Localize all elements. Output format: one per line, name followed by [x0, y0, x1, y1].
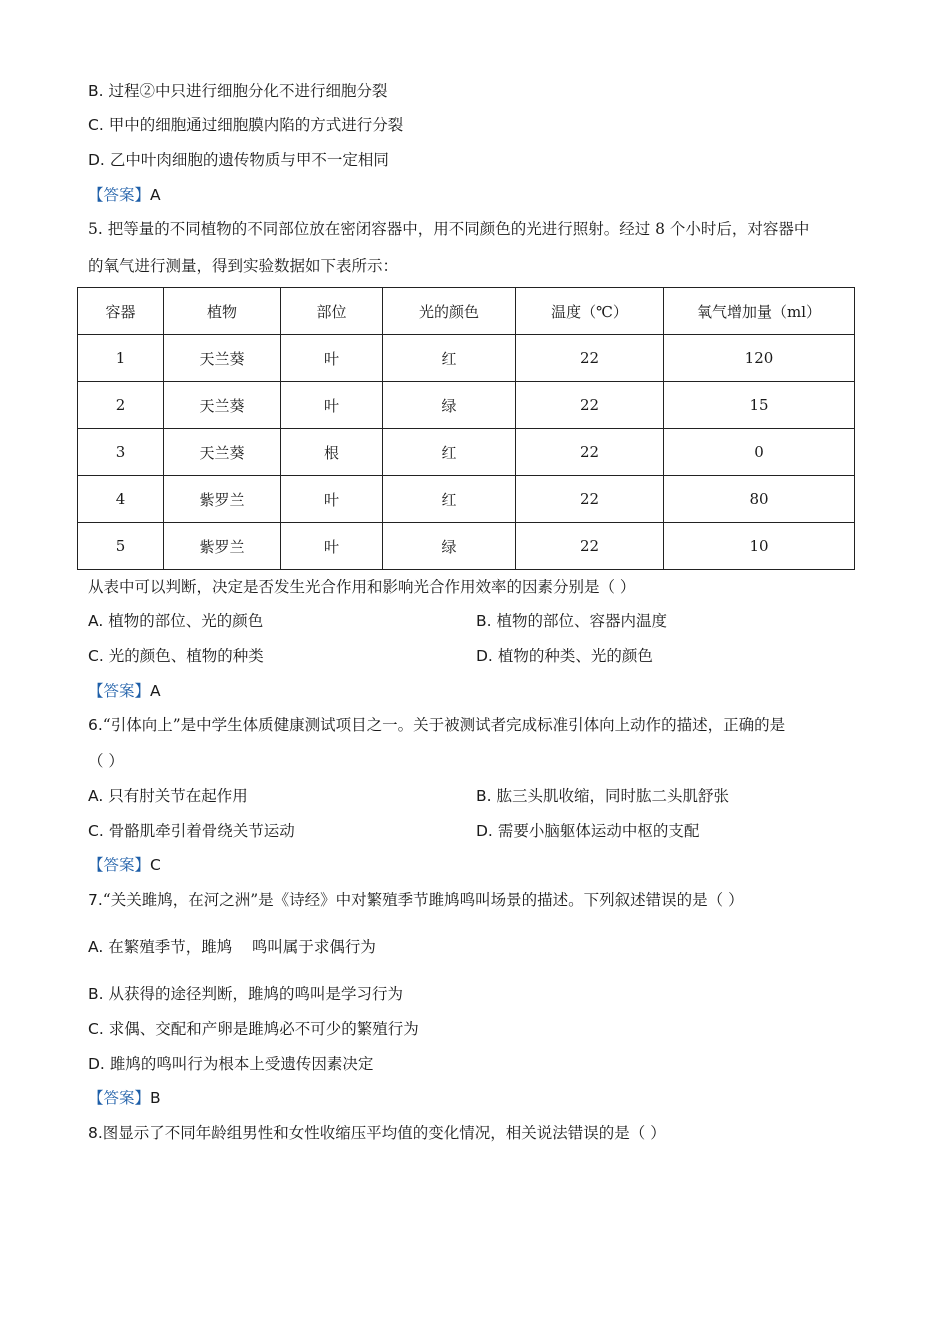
table-cell: 120 — [664, 335, 855, 382]
q5-stem-line2: 的氧气进行测量，得到实验数据如下表所示： — [88, 257, 399, 275]
table-row — [78, 382, 855, 429]
q5-option-a: A. 植物的部位、光的颜色 — [88, 612, 264, 630]
table-header-cell: 光的颜色 — [383, 288, 516, 335]
q6-option-a: A. 只有肘关节在起作用 — [88, 787, 248, 805]
table-cell: 22 — [516, 476, 664, 523]
table-cell: 15 — [664, 382, 855, 429]
table-header-cell: 容器 — [78, 288, 164, 335]
table-cell: 红 — [383, 429, 516, 476]
table-cell: 3 — [78, 429, 164, 476]
table-cell: 紫罗兰 — [164, 476, 281, 523]
q6-option-c: C. 骨骼肌牵引着骨绕关节运动 — [88, 822, 295, 840]
table-cell: 4 — [78, 476, 164, 523]
table-cell: 叶 — [281, 476, 383, 523]
table-cell: 2 — [78, 382, 164, 429]
table-cell: 22 — [516, 429, 664, 476]
table-header-cell: 植物 — [164, 288, 281, 335]
q7-stem: 7.“关关雎鸠，在河之洲”是《诗经》中对繁殖季节雎鸠鸣叫场景的描述。下列叙述错误的是（ ） — [88, 891, 744, 909]
table-cell: 80 — [664, 476, 855, 523]
q7-option-c: C. 求偶、交配和产卵是雎鸠必不可少的繁殖行为 — [88, 1020, 419, 1038]
table-cell: 0 — [664, 429, 855, 476]
table-cell: 绿 — [383, 523, 516, 570]
table-cell: 10 — [664, 523, 855, 570]
table-cell: 绿 — [383, 382, 516, 429]
table-cell: 天兰葵 — [164, 335, 281, 382]
q6-stem-line1: 6.“引体向上”是中学生体质健康测试项目之一。关于被测试者完成标准引体向上动作的描述，正确的是 — [88, 716, 786, 734]
q7-option-a: A. 在繁殖季节，雎鸠 鸣叫属于求偶行为 — [88, 938, 376, 956]
table-row — [78, 476, 855, 523]
table-cell: 红 — [383, 476, 516, 523]
q5-option-c: C. 光的颜色、植物的种类 — [88, 647, 264, 665]
table-header-cell: 部位 — [281, 288, 383, 335]
q8-stem: 8.图显示了不同年龄组男性和女性收缩压平均值的变化情况，相关说法错误的是（ ） — [88, 1124, 666, 1142]
q4-option-c: C. 甲中的细胞通过细胞膜内陷的方式进行分裂 — [88, 116, 404, 134]
table-header-cell: 温度（℃） — [516, 288, 664, 335]
table-row — [78, 335, 855, 382]
q7-option-d: D. 雎鸠的鸣叫行为根本上受遗传因素决定 — [88, 1055, 374, 1073]
table-cell: 5 — [78, 523, 164, 570]
table-cell: 叶 — [281, 382, 383, 429]
q4-option-b: B. 过程②中只进行细胞分化不进行细胞分裂 — [88, 82, 388, 100]
table-cell: 22 — [516, 335, 664, 382]
q5-answer: 【答案】A — [88, 682, 161, 700]
q6-stem-line2: （ ） — [88, 752, 124, 770]
table-cell: 天兰葵 — [164, 382, 281, 429]
q5-stem-line1: 5. 把等量的不同植物的不同部位放在密闭容器中，用不同颜色的光进行照射。经过 8 个小时后，对容器中 — [88, 220, 810, 238]
q7-answer: 【答案】B — [88, 1089, 161, 1107]
q5-option-b: B. 植物的部位、容器内温度 — [476, 612, 668, 630]
q6-answer: 【答案】C — [88, 856, 161, 874]
q4-answer: 【答案】A — [88, 186, 161, 204]
q7-option-b: B. 从获得的途径判断，雎鸠的鸣叫是学习行为 — [88, 985, 404, 1003]
table-cell: 天兰葵 — [164, 429, 281, 476]
table-row — [78, 523, 855, 570]
q5-question: 从表中可以判断，决定是否发生光合作用和影响光合作用效率的因素分别是（ ） — [88, 578, 636, 596]
table-cell: 叶 — [281, 523, 383, 570]
table-header-cell: 氧气增加量（ml） — [664, 288, 855, 335]
table-cell: 红 — [383, 335, 516, 382]
q6-option-b: B. 肱三头肌收缩，同时肱二头肌舒张 — [476, 787, 730, 805]
table-header-row — [78, 288, 855, 335]
q4-option-d: D. 乙中叶肉细胞的遗传物质与甲不一定相同 — [88, 151, 389, 169]
table-cell: 22 — [516, 382, 664, 429]
table-cell: 紫罗兰 — [164, 523, 281, 570]
q6-option-d: D. 需要小脑躯体运动中枢的支配 — [476, 822, 700, 840]
q5-option-d: D. 植物的种类、光的颜色 — [476, 647, 653, 665]
table-row — [78, 429, 855, 476]
table-cell: 根 — [281, 429, 383, 476]
q5-data-table — [77, 287, 855, 570]
table-cell: 22 — [516, 523, 664, 570]
table-cell: 1 — [78, 335, 164, 382]
table-cell: 叶 — [281, 335, 383, 382]
